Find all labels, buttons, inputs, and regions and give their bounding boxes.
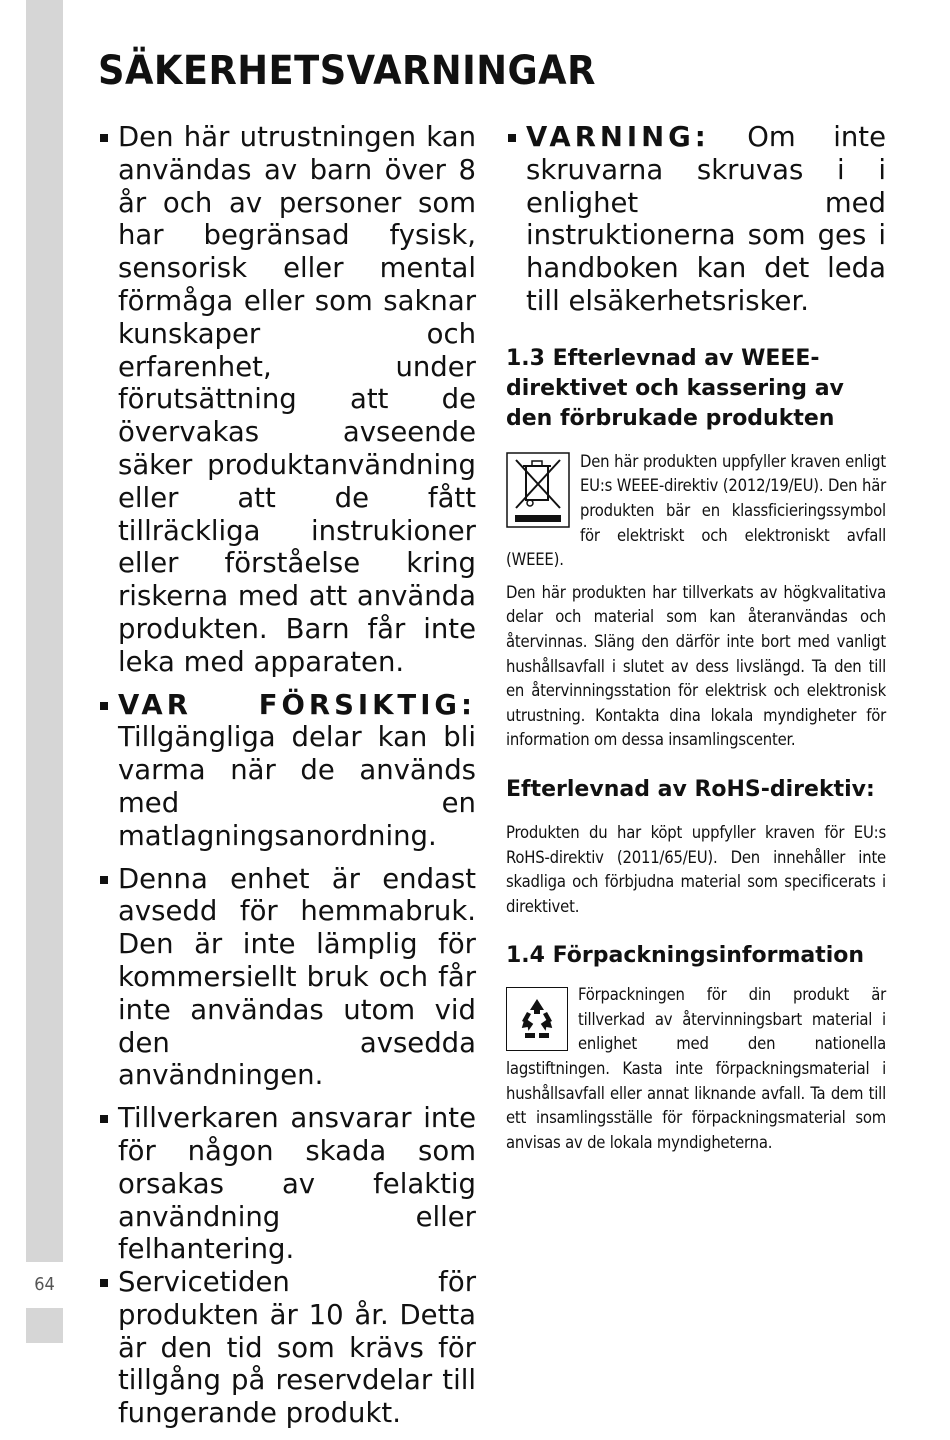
bullet-square-icon bbox=[100, 134, 108, 142]
bullet-text: Denna enhet är endast avsedd för hemmabruk. Den är inte lämplig för kommersiellt bruk och får inte användas utom vid den avsedda användningen. bbox=[118, 862, 476, 1092]
side-bar bbox=[26, 0, 63, 1343]
packaging-heading: 1.4 Förpackningsinformation bbox=[506, 943, 865, 969]
bullet-text: Tillverkaren ansvarar inte för någon skada som orsakas av felaktig användning eller felhantering. bbox=[118, 1102, 476, 1266]
packaging-section bbox=[506, 941, 886, 1155]
page-title: SÄKERHETSVARNINGAR bbox=[98, 48, 596, 94]
bullet-square-icon bbox=[508, 134, 516, 142]
warning-label: VARNING: bbox=[526, 121, 710, 153]
bullet-square-icon bbox=[100, 1115, 108, 1123]
weee-section bbox=[506, 344, 886, 753]
bullet-text: Den här utrustningen kan användas av barn över 8 år och av personer som har begränsad fysisk, sensorisk eller mental förmåga eller som saknar kunskaper och erfarenhet, under förutsättning att de övervakas avseende säker produktanvändning eller att de fått tillräckliga instrukioner eller förståelse kring riskerna med att använda produkten. Barn får inte leka med apparaten. bbox=[118, 121, 476, 678]
weee-heading: 1.3 Efterlevnad av WEEE-direktivet och kassering av den förbrukade produkten bbox=[506, 345, 844, 431]
bullet-liability bbox=[98, 1102, 476, 1266]
weee-intro-block bbox=[506, 450, 886, 573]
left-column bbox=[98, 121, 476, 1440]
recycle-icon bbox=[506, 987, 568, 1051]
rohs-heading: Efterlevnad av RoHS-direktiv: bbox=[506, 776, 875, 802]
bullet-text: Om inte skruvarna skruvas i i enlighet med instruktionerna som ges i handboken kan det leda till elsäkerhetsrisker. bbox=[526, 121, 886, 317]
bullet-square-icon bbox=[100, 876, 108, 884]
bullet-children-use bbox=[98, 121, 476, 679]
bullet-text: Servicetiden för produkten är 10 år. Detta är den tid som krävs för tillgång på reservdelar till fungerande produkt. bbox=[118, 1266, 476, 1430]
bullet-caution bbox=[98, 689, 476, 853]
rohs-section bbox=[506, 775, 886, 919]
packaging-body-text: Förpackningen för din produkt är tillverkad av återvinningsbart material i enlighet med den nationella lagstiftningen. Kasta inte förpackningsmaterial i hushållsavfall eller annat liknande avfall. Ta dem till ett insamlingsställe för förpackningsmaterial som anvisas av de lokala myndigheterna. bbox=[506, 985, 886, 1152]
bullet-home-use bbox=[98, 863, 476, 1093]
weee-intro-text: Den här produkten uppfyller kraven enligt EU:s WEEE-direktiv (2012/19/EU). Den här produkten bär en klassficieringssymbol för elektriskt och elektroniskt avfall (WEEE). bbox=[506, 451, 886, 570]
crossed-out-wheelie-bin-icon bbox=[506, 452, 570, 528]
bullet-warning bbox=[506, 121, 886, 318]
rohs-body-text: Produkten du har köpt uppfyller kraven för EU:s RoHS-direktiv (2011/65/EU). Den innehåller inte skadliga och förbjudna material som specificerats i direktivet. bbox=[506, 822, 886, 916]
bullet-service-time bbox=[98, 1266, 476, 1430]
page-number: 64 bbox=[26, 1262, 63, 1308]
bullet-text: Tillgängliga delar kan bli varma när de används med en matlagningsanordning. bbox=[118, 721, 476, 852]
packaging-block bbox=[506, 983, 886, 1155]
bullet-square-icon bbox=[100, 1279, 108, 1287]
bullet-square-icon bbox=[100, 702, 108, 710]
weee-body-text: Den här produkten har tillverkats av högkvalitativa delar och material som kan återanvändas och återvinnas. Släng den därför inte bort med vanligt hushållsavfall i slutet av dess livslängd. Ta den till en återvinningsstation för elektrisk och elektronisk utrustning. Kontakta dina lokala myndigheter för information om dessa insamlingscenter. bbox=[506, 582, 886, 750]
caution-label: VAR FÖRSIKTIG: bbox=[118, 688, 476, 721]
right-column bbox=[506, 121, 886, 1155]
